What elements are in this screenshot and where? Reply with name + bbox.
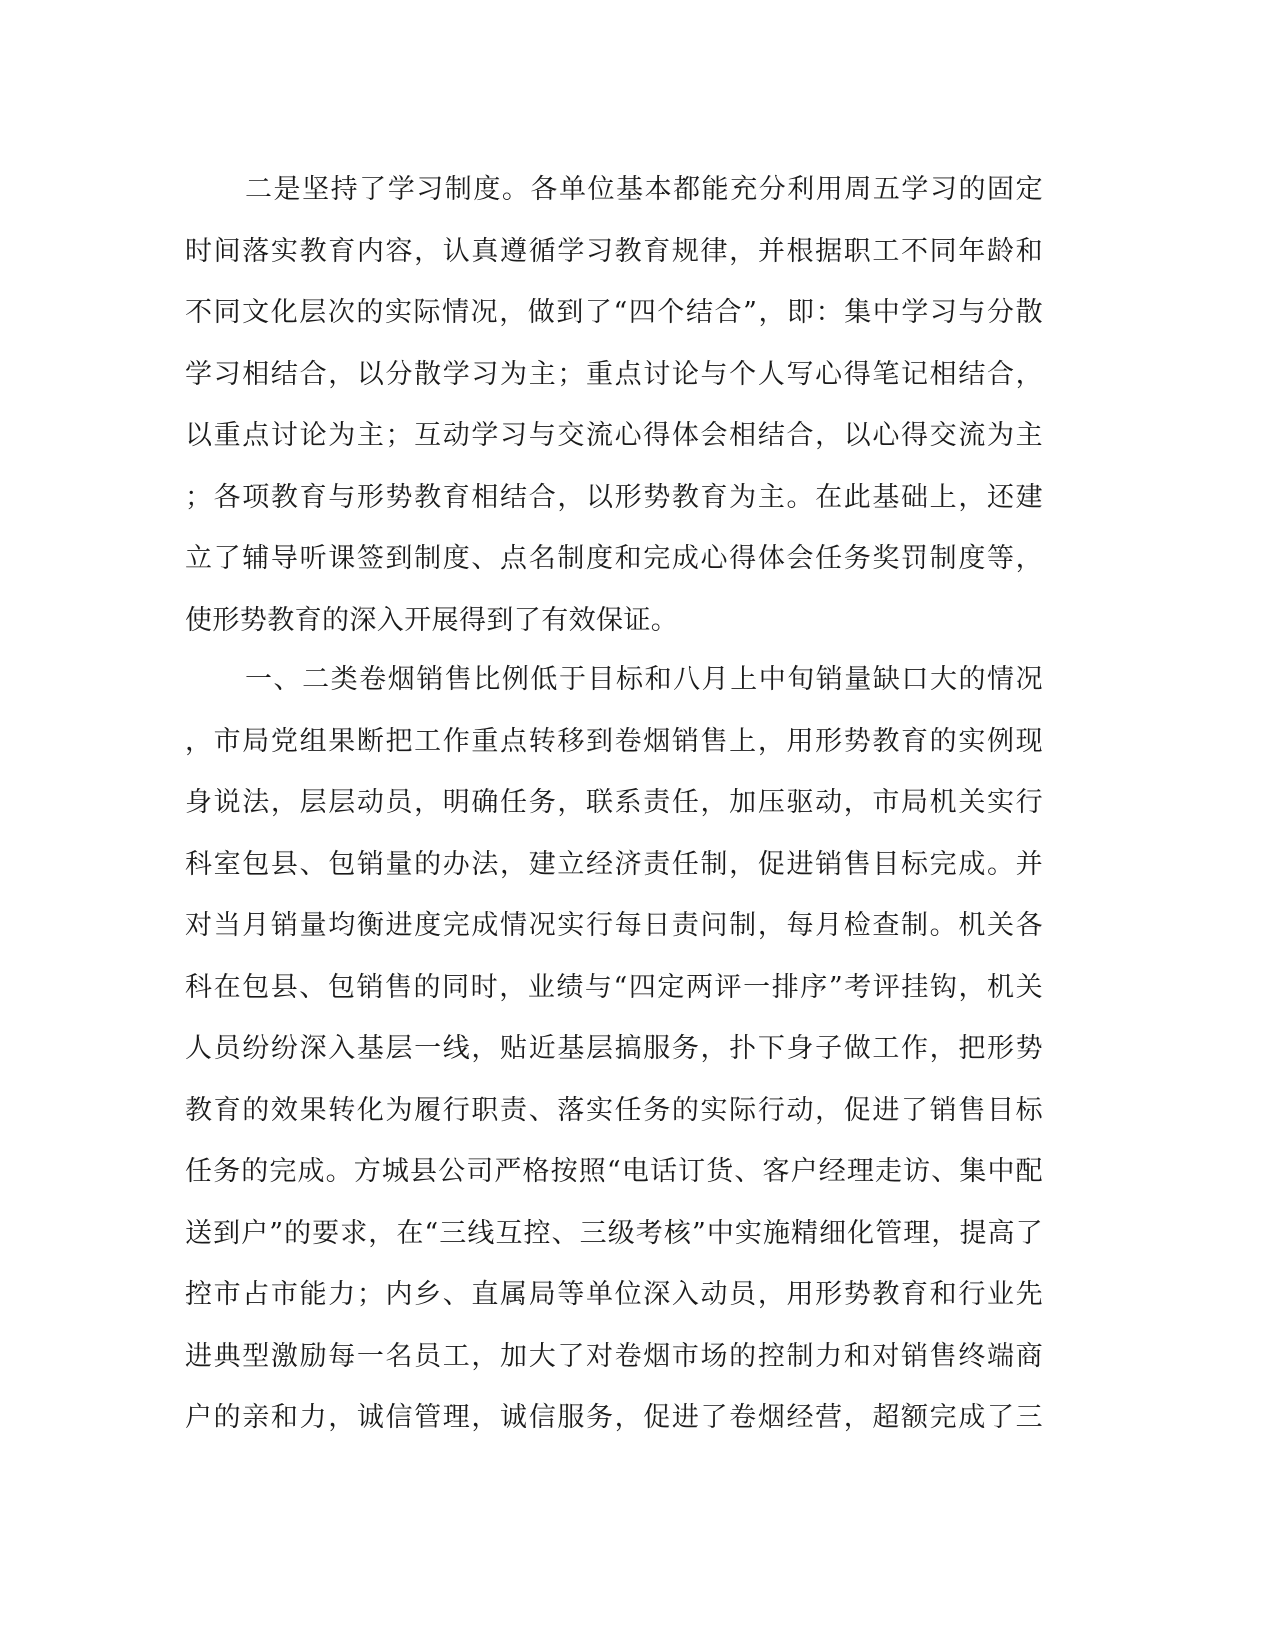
paragraph-line: 时间落实教育内容，认真遵循学习教育规律，并根据职工不同年龄和 <box>185 235 1043 267</box>
paragraph-sales-work <box>185 649 1043 1449</box>
paragraph-line: 人员纷纷深入基层一线，贴近基层搞服务，扑下身子做工作，把形势 <box>185 1033 1043 1064</box>
paragraph-line: 立了辅导听课签到制度、点名制度和完成心得体会任务奖罚制度等， <box>185 543 1043 574</box>
paragraph-line: 使形势教育的深入开展得到了有效保证。 <box>185 604 679 636</box>
paragraph-line: ；各项教育与形势教育相结合，以形势教育为主。在此基础上，还建 <box>185 481 1043 513</box>
paragraph-line: 户的亲和力，诚信管理，诚信服务，促进了卷烟经营，超额完成了三 <box>185 1402 1043 1433</box>
paragraph-line: 控市占市能力；内乡、直属局等单位深入动员，用形势教育和行业先 <box>185 1279 1043 1310</box>
paragraph-line: 以重点讨论为主；互动学习与交流心得体会相结合，以心得交流为主 <box>185 420 1043 451</box>
paragraph-study-system <box>185 159 1043 651</box>
paragraph-line: 不同文化层次的实际情况，做到了“四个结合”，即：集中学习与分散 <box>185 297 1043 328</box>
paragraph-line: 进典型激励每一名员工，加大了对卷烟市场的控制力和对销售终端商 <box>185 1340 1043 1372</box>
paragraph-line: 学习相结合，以分散学习为主；重点讨论与个人写心得笔记相结合， <box>185 358 1043 390</box>
paragraph-line: 送到户”的要求，在“三线互控、三级考核”中实施精细化管理，提高了 <box>185 1217 1043 1249</box>
paragraph-line: ，市局党组果断把工作重点转移到卷烟销售上，用形势教育的实例现 <box>185 725 1043 757</box>
paragraph-line: 一、二类卷烟销售比例低于目标和八月上中旬销量缺口大的情况 <box>245 664 1043 695</box>
paragraph-line: 对当月销量均衡进度完成情况实行每日责问制，每月检查制。机关各 <box>185 910 1043 941</box>
paragraph-line: 科室包县、包销量的办法，建立经济责任制，促进销售目标完成。并 <box>185 848 1043 880</box>
paragraph-line: 科在包县、包销售的同时，业绩与“四定两评一排序”考评挂钩，机关 <box>185 971 1043 1003</box>
paragraph-line: 身说法，层层动员，明确任务，联系责任，加压驱动，市局机关实行 <box>185 787 1043 818</box>
paragraph-line: 二是坚持了学习制度。各单位基本都能充分利用周五学习的固定 <box>245 174 1043 205</box>
paragraph-line: 教育的效果转化为履行职责、落实任务的实际行动，促进了销售目标 <box>185 1094 1043 1126</box>
paragraph-line: 任务的完成。方城县公司严格按照“电话订货、客户经理走访、集中配 <box>185 1156 1043 1187</box>
